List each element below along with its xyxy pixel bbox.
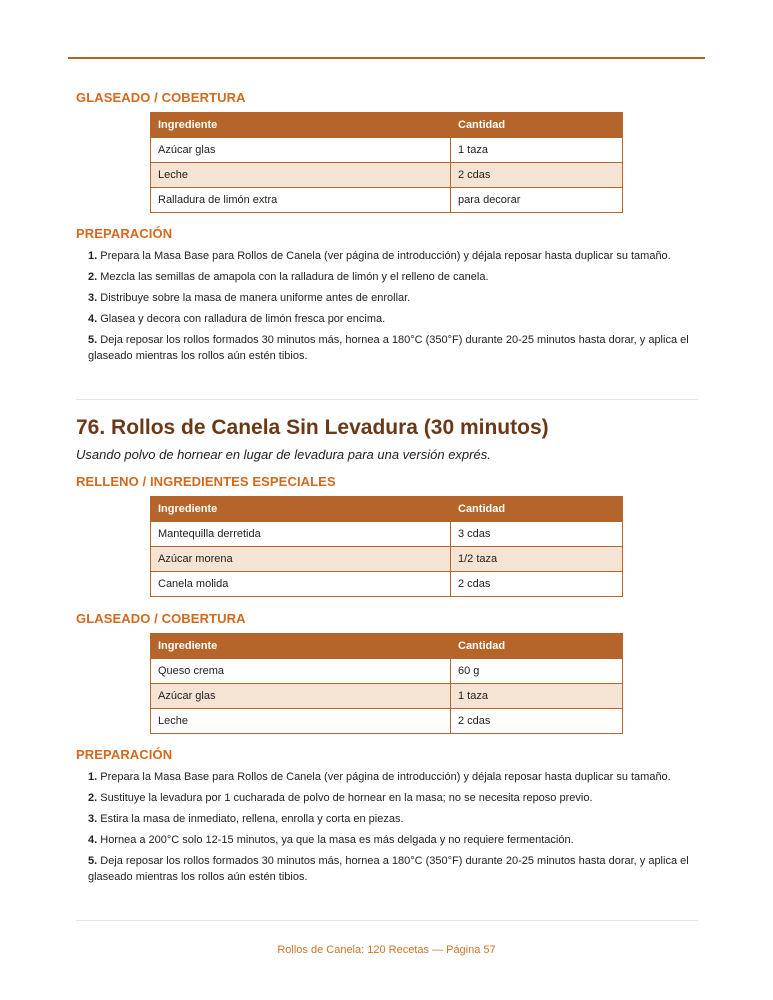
table-row (151, 709, 623, 734)
table-row (151, 572, 623, 597)
quantity-cell: 1/2 taza (451, 547, 623, 572)
quantity-cell: 3 cdas (451, 522, 623, 547)
step-text: Glasea y decora con ralladura de limón fresca por encima. (97, 313, 386, 325)
step-text: Prepara la Masa Base para Rollos de Canela (ver página de introducción) y déjala reposar hasta duplicar su tamaño. (97, 771, 671, 783)
glaze-heading: GLASEADO / COBERTURA (76, 611, 246, 626)
quantity-cell: 2 cdas (451, 572, 623, 597)
step-text: Estira la masa de inmediato, rellena, enrolla y corta en piezas. (97, 813, 404, 825)
step-item (88, 832, 700, 848)
glaze-heading: GLASEADO / COBERTURA (76, 90, 246, 105)
ingredient-cell: Ralladura de limón extra (151, 188, 451, 213)
step-item (88, 769, 700, 785)
column-header-quantity: Cantidad (451, 634, 623, 659)
table-header-row (151, 113, 623, 138)
column-header-ingredient: Ingrediente (151, 113, 451, 138)
step-item (88, 290, 700, 306)
section-divider (76, 920, 698, 921)
table-header-row (151, 634, 623, 659)
filling-table (150, 496, 623, 597)
top-rule (68, 57, 705, 59)
table-row (151, 188, 623, 213)
step-item (88, 269, 700, 285)
step-number: 2. (88, 792, 98, 804)
quantity-cell: 2 cdas (451, 163, 623, 188)
table-row (151, 659, 623, 684)
quantity-cell: 1 taza (451, 684, 623, 709)
ingredient-cell: Mantequilla derretida (151, 522, 451, 547)
step-text: Mezcla las semillas de amapola con la ralladura de limón y el relleno de canela. (97, 271, 489, 283)
ingredient-cell: Leche (151, 709, 451, 734)
step-item (88, 248, 700, 264)
column-header-ingredient: Ingrediente (151, 634, 451, 659)
ingredient-cell: Azúcar morena (151, 547, 451, 572)
step-text: Sustituye la levadura por 1 cucharada de polvo de hornear en la masa; no se necesita reposo previo. (97, 792, 593, 804)
table-row (151, 684, 623, 709)
ingredient-cell: Canela molida (151, 572, 451, 597)
glaze-table (150, 633, 623, 734)
recipe-subtitle: Usando polvo de hornear en lugar de levadura para una versión exprés. (76, 447, 491, 462)
step-text: Deja reposar los rollos formados 30 minutos más, hornea a 180°C (350°F) durante 20-25 minutos hasta dorar, y aplica el glaseado mientras los rollos aún estén tibios. (88, 334, 689, 362)
step-number: 4. (88, 313, 98, 325)
step-number: 5. (88, 334, 98, 346)
preparation-heading: PREPARACIÓN (76, 226, 173, 241)
table-row (151, 163, 623, 188)
step-number: 4. (88, 834, 98, 846)
page-footer: Rollos de Canela: 120 Recetas — Página 57 (277, 944, 496, 956)
step-number: 2. (88, 271, 98, 283)
quantity-cell: 1 taza (451, 138, 623, 163)
step-text: Distribuye sobre la masa de manera uniforme antes de enrollar. (97, 292, 411, 304)
ingredient-cell: Leche (151, 163, 451, 188)
step-text: Prepara la Masa Base para Rollos de Canela (ver página de introducción) y déjala reposar hasta duplicar su tamaño. (97, 250, 671, 262)
ingredient-cell: Azúcar glas (151, 684, 451, 709)
step-item (88, 332, 700, 364)
step-number: 1. (88, 771, 98, 783)
table-row (151, 138, 623, 163)
step-item (88, 790, 700, 806)
ingredient-cell: Queso crema (151, 659, 451, 684)
step-text: Hornea a 200°C solo 12-15 minutos, ya que la masa es más delgada y no requiere fermentación. (97, 834, 574, 846)
quantity-cell: 2 cdas (451, 709, 623, 734)
preparation-steps (88, 769, 700, 890)
column-header-quantity: Cantidad (451, 113, 623, 138)
table-header-row (151, 497, 623, 522)
step-item (88, 811, 700, 827)
step-number: 3. (88, 813, 98, 825)
preparation-heading: PREPARACIÓN (76, 747, 173, 762)
step-number: 1. (88, 250, 98, 262)
step-number: 5. (88, 855, 98, 867)
glaze-table (150, 112, 623, 213)
column-header-quantity: Cantidad (451, 497, 623, 522)
recipe-title: 76. Rollos de Canela Sin Levadura (30 minutos) (76, 416, 549, 439)
step-item (88, 853, 700, 885)
column-header-ingredient: Ingrediente (151, 497, 451, 522)
filling-heading: RELLENO / INGREDIENTES ESPECIALES (76, 474, 336, 489)
section-divider (76, 399, 698, 400)
step-number: 3. (88, 292, 98, 304)
quantity-cell: 60 g (451, 659, 623, 684)
quantity-cell: para decorar (451, 188, 623, 213)
table-row (151, 547, 623, 572)
ingredient-cell: Azúcar glas (151, 138, 451, 163)
preparation-steps (88, 248, 700, 369)
step-item (88, 311, 700, 327)
step-text: Deja reposar los rollos formados 30 minutos más, hornea a 180°C (350°F) durante 20-25 minutos hasta dorar, y aplica el glaseado mientras los rollos aún estén tibios. (88, 855, 689, 883)
table-row (151, 522, 623, 547)
